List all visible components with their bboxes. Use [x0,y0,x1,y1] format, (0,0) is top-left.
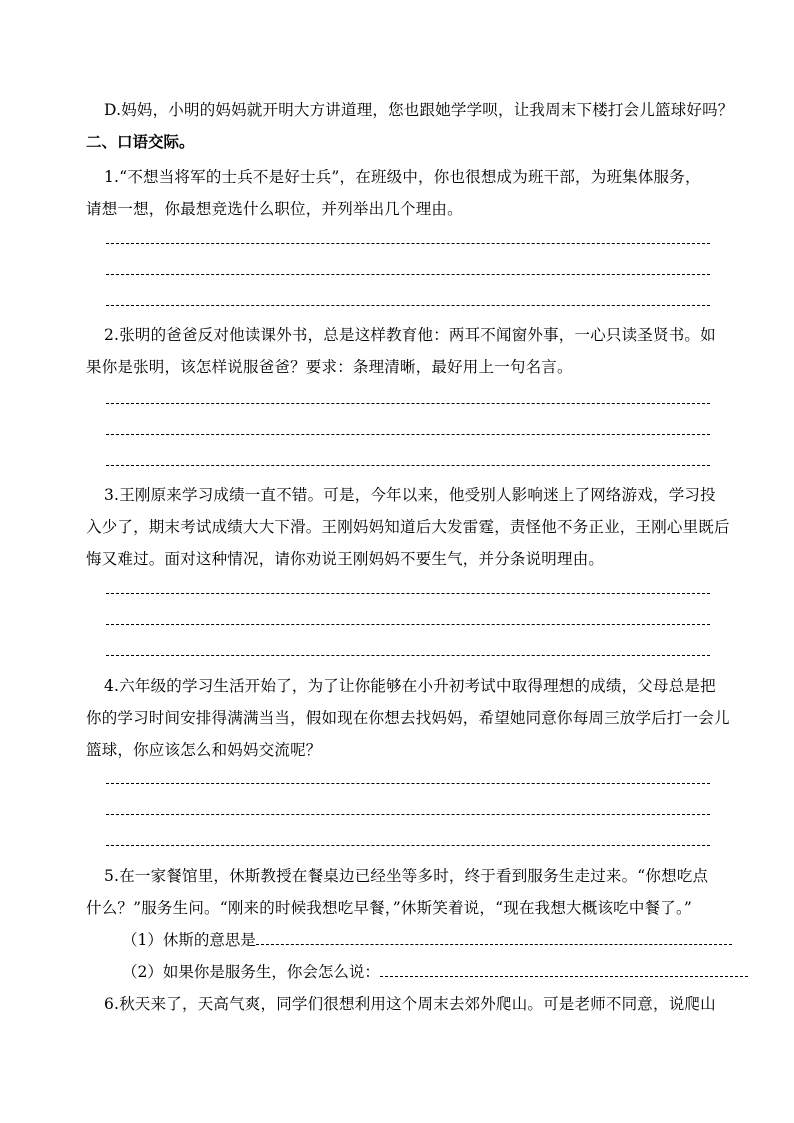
q2-answer-line-3[interactable] [106,465,710,466]
q2-line-1: 2.张明的爸爸反对他读课外书，总是这样教育他：两耳不闻窗外事，一心只读圣贤书。如 [104,326,716,344]
q1-answer-line-1[interactable] [106,243,710,244]
q2-answer-line-2[interactable] [106,434,710,435]
q5-line-1: 5.在一家餐馆里，休斯教授在餐桌边已经坐等多时，终于看到服务生走过来。“你想吃点 [104,867,709,885]
q2-line-2: 果你是张明，该怎样说服爸爸？要求：条理清晰，最好用上一句名言。 [86,358,573,376]
q6-line-1: 6.秋天来了，天高气爽，同学们很想利用这个周末去郊外爬山。可是老师不同意，说爬山 [104,995,716,1013]
q1-answer-line-2[interactable] [106,274,710,275]
q4-line-3: 篮球，你应该怎么和妈妈交流呢？ [86,741,322,759]
q3-answer-line-2[interactable] [106,624,710,625]
q5-sub-1-label: （1）休斯的意思是 [122,931,256,949]
option-d: D.妈妈，小明的妈妈就开明大方讲道理，您也跟她学学呗，让我周末下楼打会儿篮球好吗？ [104,101,734,119]
q1-line-1: 1.“不想当将军的士兵不是好士兵”，在班级中，你也很想成为班干部，为班集体服务， [104,168,701,186]
q5-line-2: 什么？”服务生问。“刚来的时候我想吃早餐，”休斯笑着说，“现在我想大概该吃中餐了。” [86,899,693,917]
q5-sub-1 [122,930,732,950]
q1-line-2: 请想一想，你最想竞选什么职位，并列举出几个理由。 [86,200,463,218]
q5-sub-2-label: （2）如果你是服务生，你会怎么说： [122,963,380,981]
q3-line-2: 入少了，期末考试成绩大大下滑。王刚妈妈知道后大发雷霆，责怪他不务正业，王刚心里既后 [86,518,730,536]
q5-sub-1-blank[interactable] [256,930,732,945]
q4-line-1: 4.六年级的学习生活开始了，为了让你能够在小升初考试中取得理想的成绩，父母总是把 [104,677,716,695]
q5-sub-2-blank[interactable] [380,962,748,977]
q5-sub-2 [122,962,748,982]
q4-answer-line-3[interactable] [106,845,710,846]
q4-answer-line-2[interactable] [106,814,710,815]
q1-answer-line-3[interactable] [106,305,710,306]
q3-answer-line-3[interactable] [106,655,710,656]
q3-line-1: 3.王刚原来学习成绩一直不错。可是，今年以来，他受别人影响迷上了网络游戏，学习投 [104,486,716,504]
q3-answer-line-1[interactable] [106,593,710,594]
q4-line-2: 你的学习时间安排得满满当当，假如现在你想去找妈妈，希望她同意你每周三放学后打一会儿 [86,709,730,727]
section-title: 二、口语交际。 [86,132,195,151]
q4-answer-line-1[interactable] [106,783,710,784]
q2-answer-line-1[interactable] [106,403,710,404]
q3-line-3: 悔又难过。面对这种情况，请你劝说王刚妈妈不要生气，并分条说明理由。 [86,550,605,568]
